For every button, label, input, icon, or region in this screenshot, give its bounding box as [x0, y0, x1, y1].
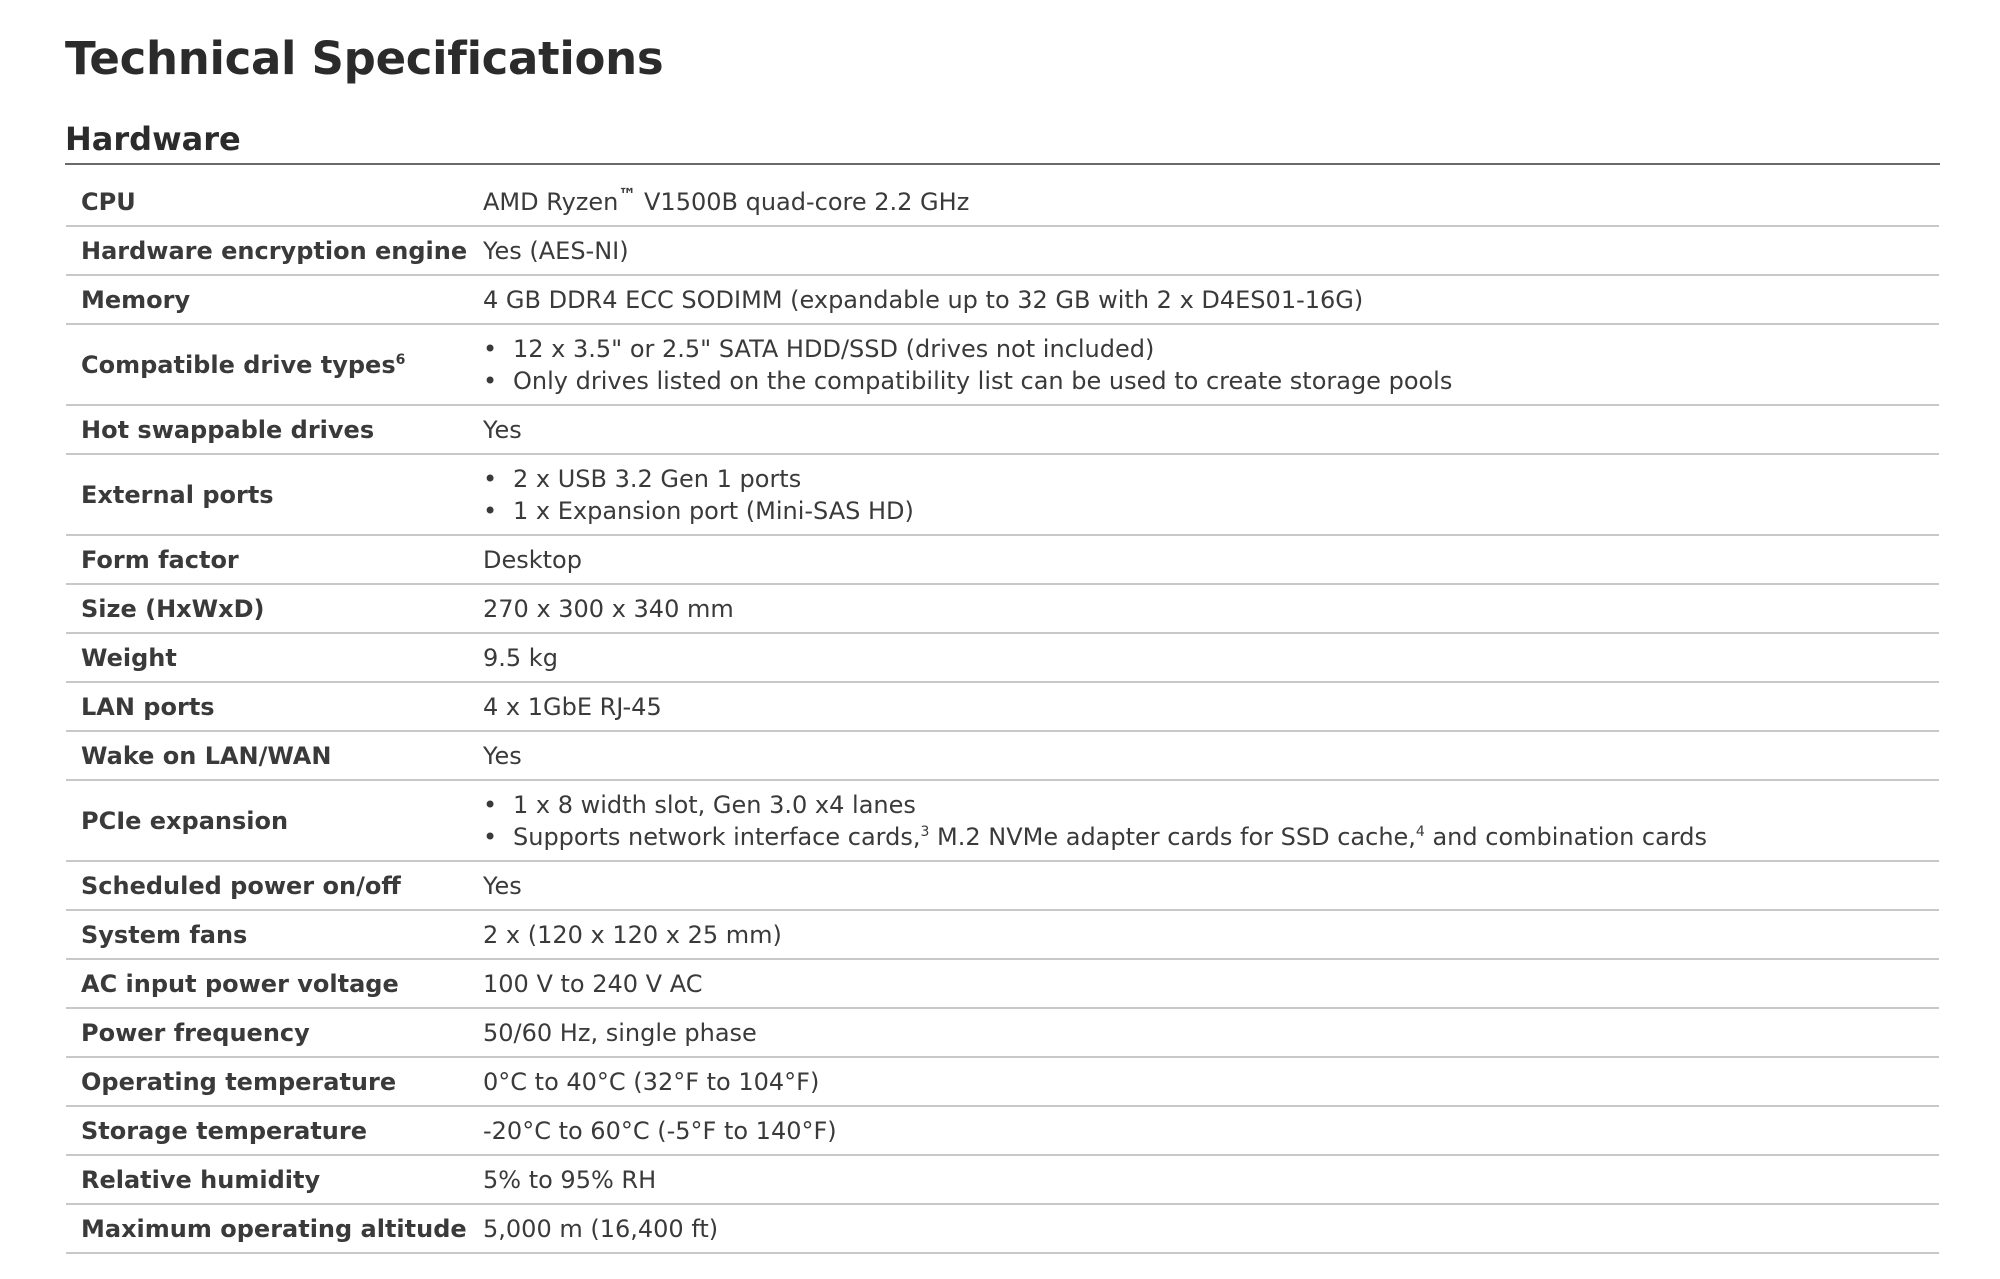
spec-row-wake-on-lan: [66, 732, 1939, 781]
spec-label: Scheduled power on/off: [81, 871, 401, 900]
list-item-text: Supports network interface cards,: [513, 822, 921, 851]
spec-value: Yes: [483, 871, 522, 900]
spec-label: Size (HxWxD): [81, 594, 265, 623]
spec-label: Hardware encryption engine: [81, 236, 468, 265]
spec-value-list: [483, 789, 1939, 853]
spec-label: System fans: [81, 920, 248, 949]
spec-label: External ports: [81, 480, 274, 509]
spec-label: Form factor: [81, 545, 239, 574]
spec-value: [483, 789, 1939, 853]
spec-label: Hot swappable drives: [81, 415, 375, 444]
spec-value: Yes (AES-NI): [483, 236, 629, 265]
spec-row-pcie: [66, 781, 1939, 862]
spec-row-power-frequency: [66, 1009, 1939, 1058]
section-divider: [65, 163, 1940, 165]
cpu-value-brand: AMD Ryzen: [483, 187, 619, 216]
spec-label-text: Compatible drive types: [81, 350, 396, 379]
section-title-hardware: Hardware: [65, 120, 241, 158]
list-item-text: M.2 NVMe adapter cards for SSD cache,: [929, 822, 1416, 851]
spec-value: [483, 184, 1939, 216]
list-item: • 1 x 8 width slot, Gen 3.0 x4 lanes: [483, 789, 1939, 821]
spec-label: CPU: [81, 187, 136, 216]
spec-value: 2 x (120 x 120 x 25 mm): [483, 920, 782, 949]
spec-value: Desktop: [483, 545, 582, 574]
spec-value: 100 V to 240 V AC: [483, 969, 703, 998]
spec-value: [483, 463, 1939, 527]
footnote-marker: 3: [920, 823, 930, 840]
list-item: • 2 x USB 3.2 Gen 1 ports: [483, 463, 1939, 495]
spec-row-cpu: [66, 178, 1939, 227]
spec-label: AC input power voltage: [81, 969, 399, 998]
spec-label: Memory: [81, 285, 191, 314]
list-item: • 1 x Expansion port (Mini-SAS HD): [483, 495, 1939, 527]
spec-label: LAN ports: [81, 692, 215, 721]
spec-row-system-fans: [66, 911, 1939, 960]
trademark-symbol: ™: [618, 184, 637, 206]
spec-value: -20°C to 60°C (-5°F to 140°F): [483, 1116, 837, 1145]
spec-value: [483, 333, 1939, 397]
page-title: Technical Specifications: [65, 32, 664, 85]
hardware-spec-table: [66, 178, 1939, 1254]
spec-label: Storage temperature: [81, 1116, 368, 1145]
spec-value: Yes: [483, 741, 522, 770]
spec-row-hot-swap: [66, 406, 1939, 455]
spec-label: Operating temperature: [81, 1067, 397, 1096]
cpu-value-model: V1500B quad-core 2.2 GHz: [636, 187, 970, 216]
spec-label: Relative humidity: [81, 1165, 321, 1194]
spec-value: 4 x 1GbE RJ-45: [483, 692, 662, 721]
spec-label: Wake on LAN/WAN: [81, 741, 332, 770]
footnote-marker: 6: [395, 351, 406, 368]
list-item: • 12 x 3.5" or 2.5" SATA HDD/SSD (drives not included): [483, 333, 1939, 365]
list-item: • Only drives listed on the compatibility list can be used to create storage pools: [483, 365, 1939, 397]
spec-row-operating-temperature: [66, 1058, 1939, 1107]
spec-row-size: [66, 585, 1939, 634]
spec-value-list: [483, 333, 1939, 397]
spec-row-storage-temperature: [66, 1107, 1939, 1156]
spec-row-memory: [66, 276, 1939, 325]
footnote-marker: 4: [1415, 823, 1425, 840]
spec-row-external-ports: [66, 455, 1939, 536]
spec-row-weight: [66, 634, 1939, 683]
spec-row-lan-ports: [66, 683, 1939, 732]
spec-label: Power frequency: [81, 1018, 310, 1047]
spec-label: Weight: [81, 643, 177, 672]
spec-row-max-altitude: [66, 1205, 1939, 1254]
spec-value: 5% to 95% RH: [483, 1165, 657, 1194]
spec-label: PCIe expansion: [81, 806, 289, 835]
spec-label: Maximum operating altitude: [81, 1214, 467, 1243]
spec-row-scheduled-power: [66, 862, 1939, 911]
spec-value: 50/60 Hz, single phase: [483, 1018, 757, 1047]
spec-label: [66, 351, 483, 379]
spec-value: 0°C to 40°C (32°F to 104°F): [483, 1067, 820, 1096]
spec-row-encryption: [66, 227, 1939, 276]
spec-value: 270 x 300 x 340 mm: [483, 594, 734, 623]
list-item: [483, 821, 1939, 853]
spec-row-drive-types: [66, 325, 1939, 406]
spec-value: Yes: [483, 415, 522, 444]
spec-value: 4 GB DDR4 ECC SODIMM (expandable up to 32 GB with 2 x D4ES01-16G): [483, 285, 1364, 314]
list-item-text: and combination cards: [1424, 822, 1708, 851]
spec-value-list: [483, 463, 1939, 527]
spec-row-ac-voltage: [66, 960, 1939, 1009]
spec-value: 9.5 kg: [483, 643, 558, 672]
spec-row-relative-humidity: [66, 1156, 1939, 1205]
spec-row-form-factor: [66, 536, 1939, 585]
spec-value: 5,000 m (16,400 ft): [483, 1214, 719, 1243]
